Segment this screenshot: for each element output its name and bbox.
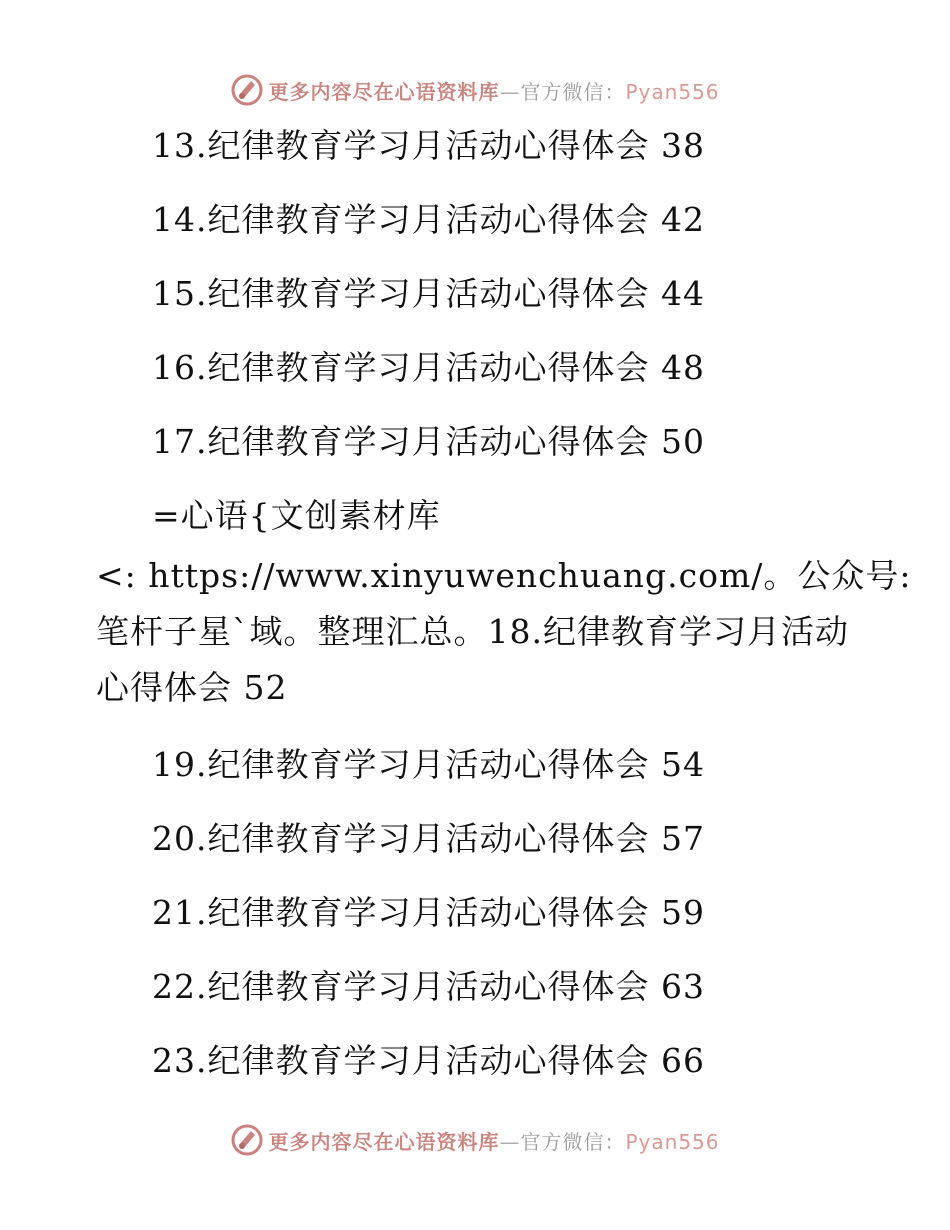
toc-entry: 14.纪律教育学习月活动心得体会 42 bbox=[152, 200, 705, 239]
note-block bbox=[96, 548, 912, 716]
note-source-line: 笔杆子星`域。整理汇总。18.纪律教育学习月活动 bbox=[96, 612, 849, 651]
toc-entry: 20.纪律教育学习月活动心得体会 57 bbox=[152, 819, 705, 858]
toc-entry: 21.纪律教育学习月活动心得体会 59 bbox=[152, 893, 705, 932]
toc-entry: 17.纪律教育学习月活动心得体会 50 bbox=[152, 422, 705, 461]
banner-subtitle: 官方微信： bbox=[520, 79, 626, 104]
footer-banner bbox=[0, 1120, 950, 1160]
note-entry-line: 心得体会 52 bbox=[96, 668, 288, 707]
toc-entry: 19.纪律教育学习月活动心得体会 54 bbox=[152, 745, 705, 784]
banner-subtitle: 官方微信： bbox=[520, 1129, 626, 1154]
banner-main: 更多内容尽在心语资料库 bbox=[268, 1129, 500, 1154]
banner-text bbox=[268, 76, 719, 105]
banner-text bbox=[268, 1126, 719, 1155]
note-url-line: <: https://www.xinyuwenchuang.com/。公众号: bbox=[96, 556, 912, 595]
banner-separator: — bbox=[499, 1129, 521, 1154]
banner-wechat-id: Pyan556 bbox=[625, 79, 720, 104]
note-title: =心语{文创素材库 bbox=[152, 496, 441, 535]
brand-logo-icon bbox=[230, 73, 264, 107]
toc-entry: 13.纪律教育学习月活动心得体会 38 bbox=[152, 126, 705, 165]
header-banner bbox=[0, 70, 950, 110]
brand-logo-icon bbox=[230, 1123, 264, 1157]
banner-main: 更多内容尽在心语资料库 bbox=[268, 79, 500, 104]
toc-entry: 22.纪律教育学习月活动心得体会 63 bbox=[152, 967, 705, 1006]
banner-separator: — bbox=[499, 79, 521, 104]
toc-entry: 16.纪律教育学习月活动心得体会 48 bbox=[152, 348, 705, 387]
toc-entry: 23.纪律教育学习月活动心得体会 66 bbox=[152, 1041, 705, 1080]
toc-entry: 15.纪律教育学习月活动心得体会 44 bbox=[152, 274, 705, 313]
banner-wechat-id: Pyan556 bbox=[625, 1129, 720, 1154]
